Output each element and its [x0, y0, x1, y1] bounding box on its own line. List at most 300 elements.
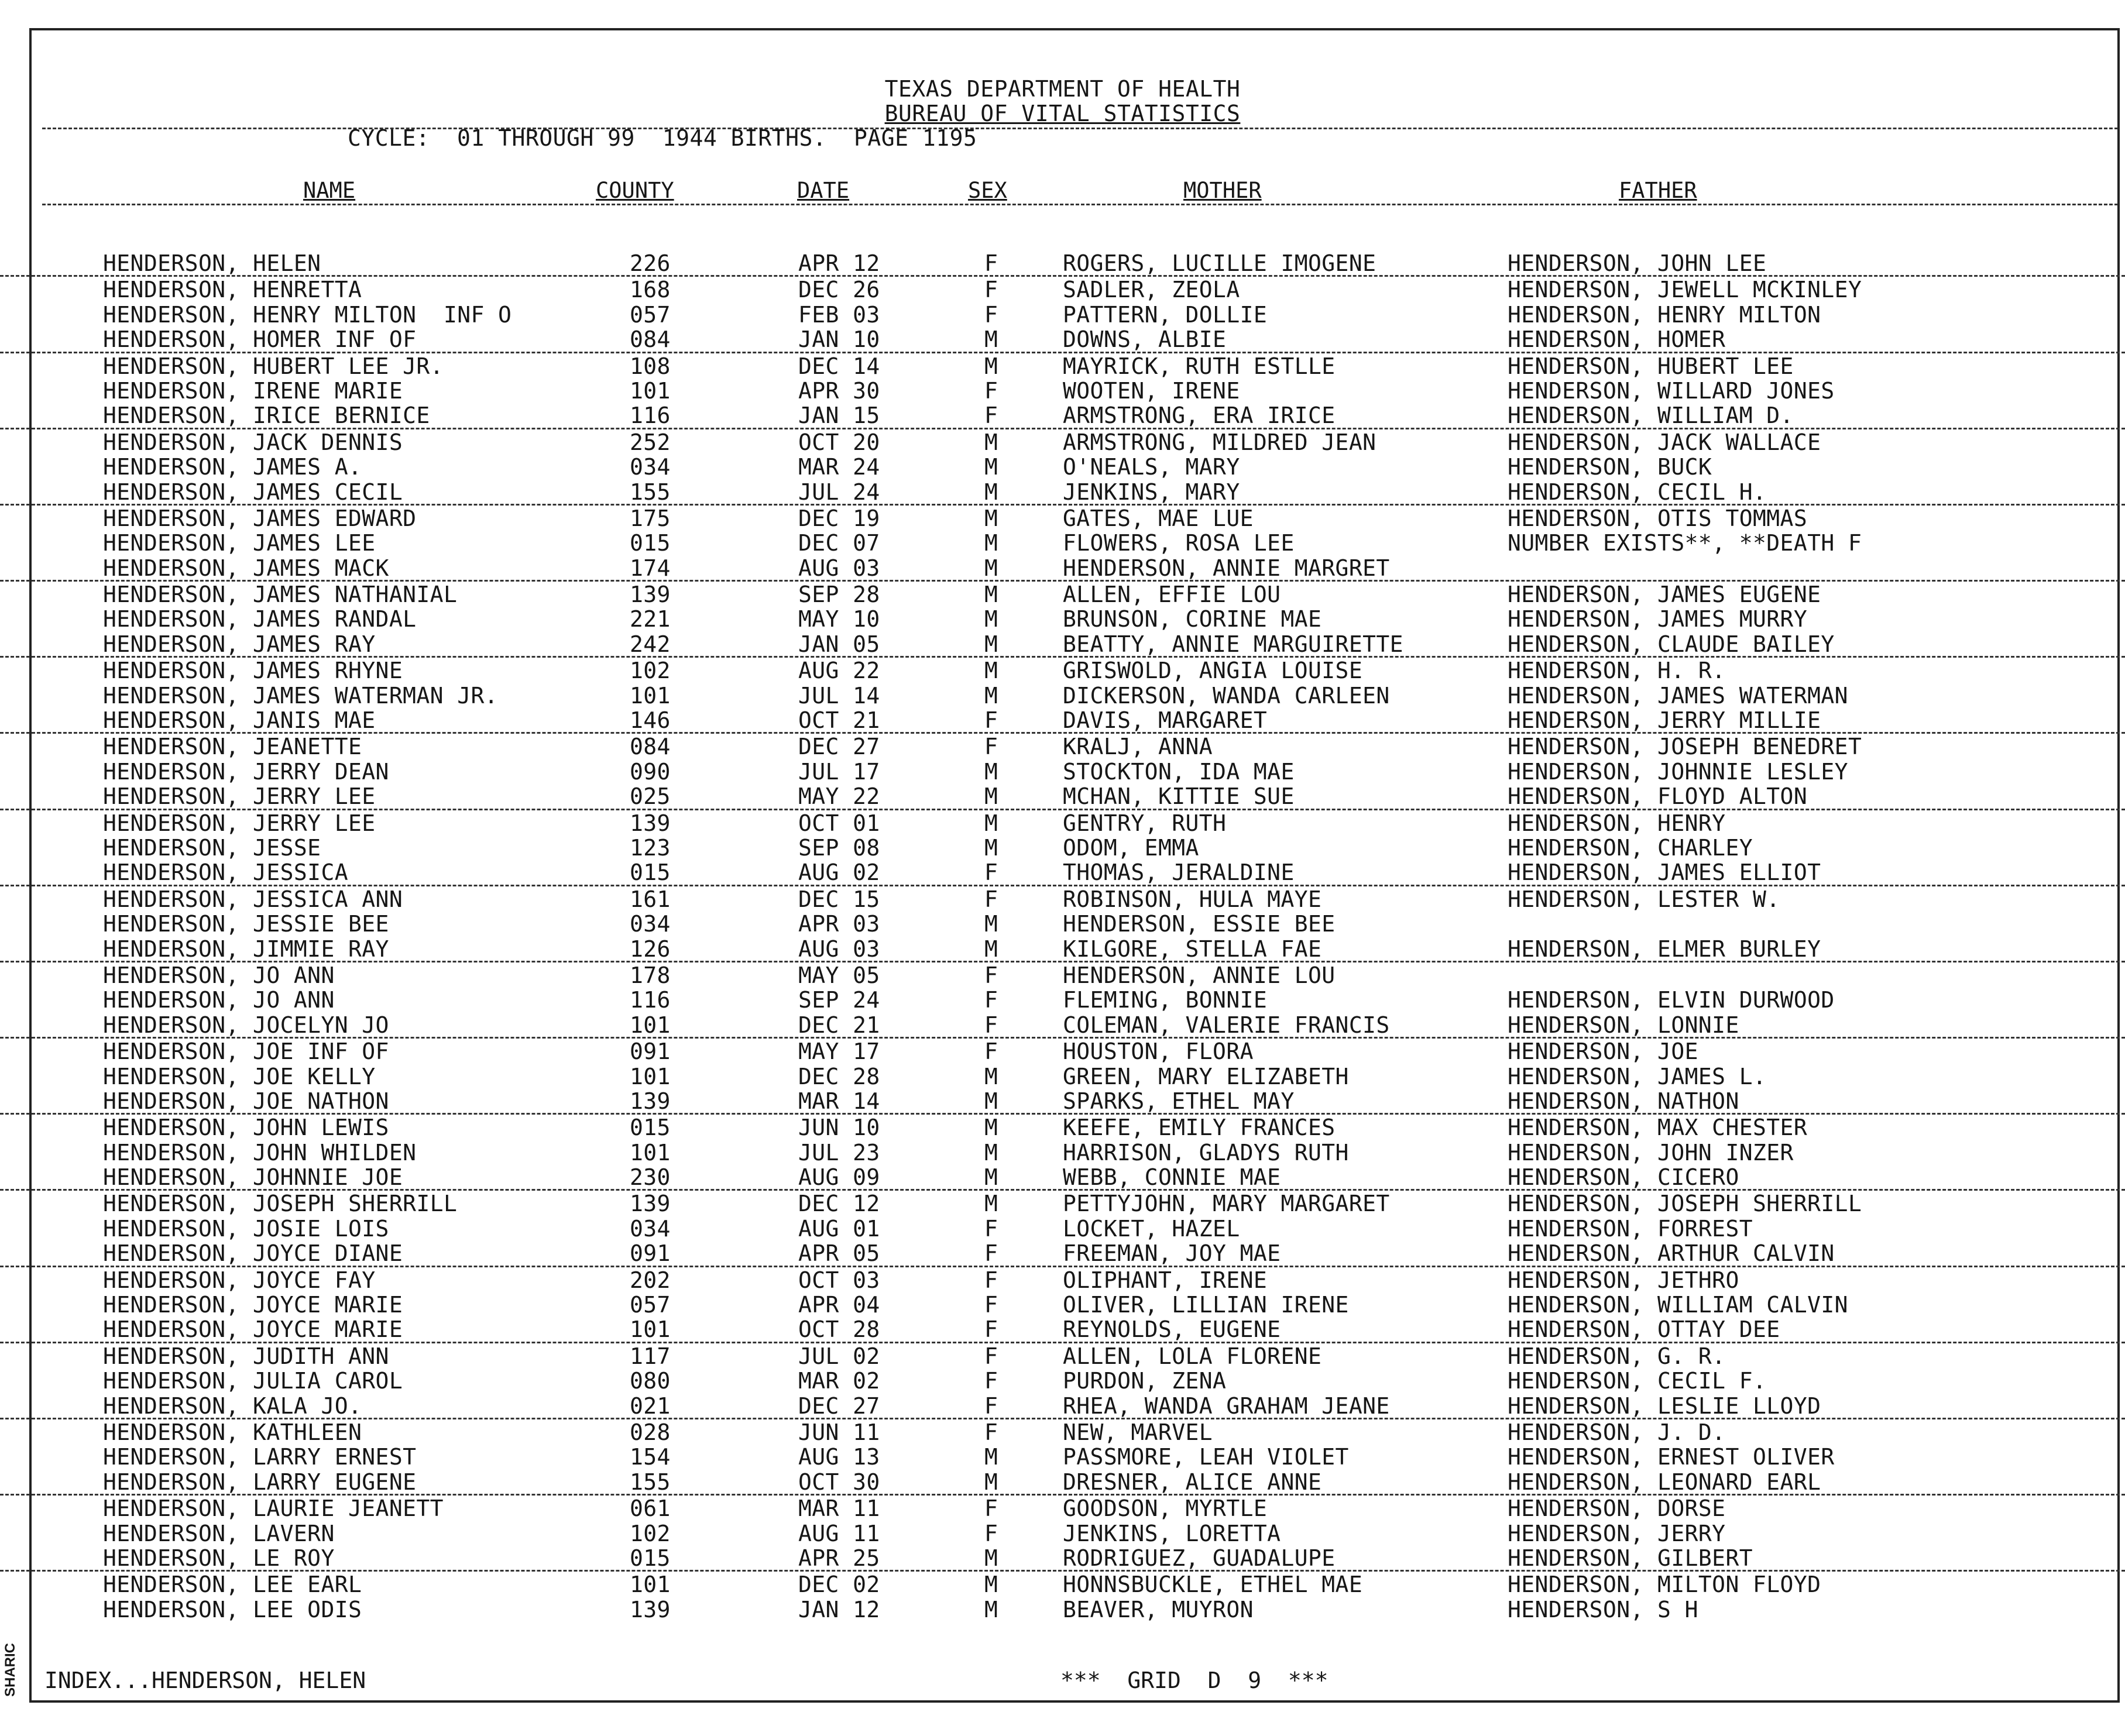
- cell-county: 146: [630, 707, 671, 734]
- cell-name: HENDERSON, JAMES NATHANIAL: [103, 582, 458, 608]
- cell-father: HENDERSON, BUCK: [1508, 454, 1712, 480]
- table-row: [0, 1444, 2125, 1469]
- cell-father: HENDERSON, HOMER: [1508, 326, 1726, 353]
- cell-county: 139: [630, 810, 671, 836]
- cell-father: HENDERSON, FLOYD ALTON: [1508, 783, 1808, 810]
- table-row: [0, 707, 2125, 734]
- cell-sex: M: [984, 429, 998, 455]
- header-bureau: BUREAU OF VITAL STATISTICS: [884, 101, 1241, 126]
- cell-county: 101: [630, 1139, 671, 1166]
- cell-mother: ODOM, EMMA: [1063, 834, 1199, 861]
- cell-mother: HONNSBUCKLE, ETHEL MAE: [1063, 1572, 1363, 1598]
- cell-sex: M: [984, 658, 998, 684]
- table-row: [0, 860, 2125, 886]
- cell-name: HENDERSON, JOE NATHON: [103, 1088, 389, 1114]
- cell-name: HENDERSON, LAURIE JEANETT: [103, 1496, 444, 1522]
- cell-county: 139: [630, 1596, 671, 1622]
- cell-name: HENDERSON, JAMES RHYNE: [103, 658, 403, 684]
- cell-father: HENDERSON, ELVIN DURWOOD: [1508, 987, 1835, 1013]
- cell-mother: GREEN, MARY ELIZABETH: [1063, 1063, 1349, 1089]
- cell-mother: ARMSTRONG, MILDRED JEAN: [1063, 429, 1376, 455]
- table-row: [0, 962, 2125, 987]
- cell-name: HENDERSON, JOSIE LOIS: [103, 1215, 389, 1242]
- cell-county: 221: [630, 606, 671, 632]
- cell-county: 139: [630, 1088, 671, 1114]
- cell-mother: HENDERSON, ANNIE LOU: [1063, 962, 1336, 988]
- cell-sex: M: [984, 936, 998, 962]
- column-header-mother: MOTHER: [1183, 178, 1262, 203]
- cell-father: HENDERSON, WILLIAM D.: [1508, 403, 1794, 429]
- cell-name: HENDERSON, LARRY EUGENE: [103, 1469, 417, 1495]
- cell-mother: O'NEALS, MARY: [1063, 454, 1240, 480]
- cell-county: 034: [630, 1215, 671, 1242]
- cell-name: HENDERSON, JAMES LEE: [103, 530, 376, 556]
- cell-date: AUG 03: [798, 936, 880, 962]
- cell-mother: JENKINS, LORETTA: [1063, 1520, 1281, 1546]
- table-row: [0, 1267, 2125, 1292]
- cell-mother: COLEMAN, VALERIE FRANCIS: [1063, 1012, 1390, 1038]
- cell-mother: ARMSTRONG, ERA IRICE: [1063, 403, 1336, 429]
- cell-county: 021: [630, 1393, 671, 1419]
- cell-county: 015: [630, 1115, 671, 1141]
- cell-name: HENDERSON, LAVERN: [103, 1520, 335, 1546]
- cell-date: JUL 24: [798, 479, 880, 505]
- table-row: [0, 1012, 2125, 1039]
- cell-date: MAY 17: [798, 1039, 880, 1065]
- cell-date: OCT 03: [798, 1267, 880, 1293]
- cell-mother: RHEA, WANDA GRAHAM JEANE: [1063, 1393, 1390, 1419]
- table-row: [0, 987, 2125, 1012]
- cell-county: 090: [630, 758, 671, 785]
- cell-father: HENDERSON, WILLIAM CALVIN: [1508, 1292, 1848, 1318]
- cell-sex: F: [984, 1496, 998, 1522]
- cell-sex: M: [984, 631, 998, 657]
- cell-name: HENDERSON, HENRY MILTON INF O: [103, 301, 512, 328]
- cell-name: HENDERSON, JAMES RAY: [103, 631, 376, 657]
- cell-county: 139: [630, 582, 671, 608]
- table-row: [0, 250, 2125, 277]
- cell-mother: PATTERN, DOLLIE: [1063, 301, 1268, 328]
- cell-sex: M: [984, 1444, 998, 1470]
- cell-date: AUG 01: [798, 1215, 880, 1242]
- cell-county: 091: [630, 1039, 671, 1065]
- cell-mother: PETTYJOHN, MARY MARGARET: [1063, 1191, 1390, 1217]
- cell-sex: M: [984, 1469, 998, 1495]
- cell-sex: M: [984, 682, 998, 709]
- cell-father: HENDERSON, JERRY: [1508, 1520, 1726, 1546]
- cell-county: 252: [630, 429, 671, 455]
- cell-father: HENDERSON, CLAUDE BAILEY: [1508, 631, 1835, 657]
- cell-mother: HENDERSON, ESSIE BEE: [1063, 911, 1336, 937]
- cell-sex: F: [984, 1316, 998, 1343]
- cell-mother: DRESNER, ALICE ANNE: [1063, 1469, 1322, 1495]
- cell-county: 101: [630, 377, 671, 404]
- cell-father: HENDERSON, CHARLEY: [1508, 834, 1753, 861]
- cell-name: HENDERSON, JAMES RANDAL: [103, 606, 417, 632]
- cell-date: MAR 02: [798, 1368, 880, 1394]
- cell-sex: F: [984, 403, 998, 429]
- cell-mother: PASSMORE, LEAH VIOLET: [1063, 1444, 1349, 1470]
- cell-mother: OLIVER, LILLIAN IRENE: [1063, 1292, 1349, 1318]
- table-row: [0, 1419, 2125, 1444]
- cell-sex: F: [984, 886, 998, 912]
- header-divider-bottom: [42, 204, 2118, 205]
- cell-sex: M: [984, 1572, 998, 1598]
- cell-county: 061: [630, 1496, 671, 1522]
- cell-county: 178: [630, 962, 671, 988]
- cell-date: DEC 12: [798, 1191, 880, 1217]
- cell-mother: FREEMAN, JOY MAE: [1063, 1240, 1281, 1267]
- cell-sex: M: [984, 454, 998, 480]
- cell-name: HENDERSON, LARRY ERNEST: [103, 1444, 417, 1470]
- cell-name: HENDERSON, JOYCE MARIE: [103, 1316, 403, 1343]
- cell-sex: M: [984, 1063, 998, 1089]
- table-row: [0, 1343, 2125, 1368]
- cell-name: HENDERSON, HUBERT LEE JR.: [103, 353, 444, 379]
- cell-mother: STOCKTON, IDA MAE: [1063, 758, 1295, 785]
- table-row: [0, 759, 2125, 783]
- cell-date: JAN 10: [798, 326, 880, 353]
- cell-date: APR 03: [798, 911, 880, 937]
- cell-sex: F: [984, 250, 998, 276]
- cell-father: HENDERSON, JOHN INZER: [1508, 1139, 1794, 1166]
- cell-date: DEC 21: [798, 1012, 880, 1038]
- cell-county: 155: [630, 1469, 671, 1495]
- records-table: [0, 250, 2125, 1621]
- cell-mother: NEW, MARVEL: [1063, 1419, 1213, 1445]
- cell-father: HENDERSON, JOHN LEE: [1508, 250, 1767, 276]
- cell-sex: F: [984, 1039, 998, 1065]
- table-row: [0, 658, 2125, 682]
- table-row: [0, 1572, 2125, 1596]
- cell-father: HENDERSON, JAMES WATERMAN: [1508, 682, 1848, 709]
- cell-father: HENDERSON, ELMER BURLEY: [1508, 936, 1821, 962]
- cell-name: HENDERSON, JIMMIE RAY: [103, 936, 389, 962]
- cell-sex: F: [984, 707, 998, 734]
- cell-mother: BRUNSON, CORINE MAE: [1063, 606, 1322, 632]
- cell-name: HENDERSON, JO ANN: [103, 962, 335, 988]
- cell-name: HENDERSON, JESSICA: [103, 860, 349, 886]
- cell-father: HENDERSON, S H: [1508, 1596, 1698, 1622]
- cell-father: HENDERSON, JOHNNIE LESLEY: [1508, 758, 1848, 785]
- cell-date: AUG 13: [798, 1444, 880, 1470]
- cell-date: APR 30: [798, 377, 880, 404]
- cell-name: HENDERSON, JESSIE BEE: [103, 911, 389, 937]
- cell-mother: REYNOLDS, EUGENE: [1063, 1316, 1281, 1343]
- cell-sex: F: [984, 1419, 998, 1445]
- table-row: [0, 1088, 2125, 1115]
- footer-index: INDEX...HENDERSON, HELEN: [44, 1668, 366, 1693]
- table-row: [0, 378, 2125, 403]
- cell-name: HENDERSON, JAMES A.: [103, 454, 362, 480]
- header-cycle: CYCLE: 01 THROUGH 99 1944 BIRTHS. PAGE 1195: [348, 125, 977, 151]
- cell-father: HENDERSON, LEONARD EARL: [1508, 1469, 1821, 1495]
- cell-mother: PURDON, ZENA: [1063, 1368, 1227, 1394]
- cell-sex: M: [984, 758, 998, 785]
- cell-mother: ROGERS, LUCILLE IMOGENE: [1063, 250, 1376, 276]
- cell-mother: OLIPHANT, IRENE: [1063, 1267, 1268, 1293]
- cell-mother: LOCKET, HAZEL: [1063, 1215, 1240, 1242]
- cell-sex: F: [984, 301, 998, 328]
- cell-father: HENDERSON, HENRY: [1508, 810, 1726, 836]
- cell-father: HENDERSON, LESTER W.: [1508, 886, 1780, 912]
- cell-date: AUG 09: [798, 1164, 880, 1191]
- cell-county: 034: [630, 911, 671, 937]
- cell-mother: KILGORE, STELLA FAE: [1063, 936, 1322, 962]
- table-row: [0, 302, 2125, 326]
- cell-sex: F: [984, 1240, 998, 1267]
- table-row: [0, 429, 2125, 454]
- cell-date: JUL 14: [798, 682, 880, 709]
- cell-name: HENDERSON, JO ANN: [103, 987, 335, 1013]
- cell-name: HENDERSON, JERRY DEAN: [103, 758, 389, 785]
- cell-county: 102: [630, 658, 671, 684]
- cell-sex: F: [984, 277, 998, 303]
- cell-sex: F: [984, 1520, 998, 1546]
- column-header-name: NAME: [303, 178, 356, 203]
- table-row: [0, 1115, 2125, 1139]
- cell-county: 155: [630, 479, 671, 505]
- cell-father: HENDERSON, ERNEST OLIVER: [1508, 1444, 1835, 1470]
- cell-county: 161: [630, 886, 671, 912]
- table-row: [0, 734, 2125, 758]
- cell-father: HENDERSON, HUBERT LEE: [1508, 353, 1794, 379]
- cell-father: HENDERSON, FORREST: [1508, 1215, 1753, 1242]
- table-row: [0, 1292, 2125, 1316]
- cell-county: 028: [630, 1419, 671, 1445]
- cell-name: HENDERSON, JOCELYN JO: [103, 1012, 389, 1038]
- cell-date: OCT 30: [798, 1469, 880, 1495]
- cell-father: HENDERSON, OTIS TOMMAS: [1508, 505, 1808, 531]
- cell-mother: JENKINS, MARY: [1063, 479, 1240, 505]
- cell-name: HENDERSON, LEE EARL: [103, 1572, 362, 1598]
- cell-mother: WEBB, CONNIE MAE: [1063, 1164, 1281, 1191]
- cell-sex: M: [984, 353, 998, 379]
- cell-name: HENDERSON, JACK DENNIS: [103, 429, 403, 455]
- cell-county: 101: [630, 1316, 671, 1343]
- cell-date: JUL 23: [798, 1139, 880, 1166]
- cell-sex: M: [984, 505, 998, 531]
- cell-sex: F: [984, 734, 998, 760]
- table-row: [0, 277, 2125, 301]
- cell-date: JAN 05: [798, 631, 880, 657]
- cell-mother: THOMAS, JERALDINE: [1063, 860, 1295, 886]
- cell-date: FEB 03: [798, 301, 880, 328]
- cell-name: HENDERSON, HENRETTA: [103, 277, 362, 303]
- cell-county: 015: [630, 860, 671, 886]
- cell-name: HENDERSON, JOHN WHILDEN: [103, 1139, 417, 1166]
- cell-mother: DOWNS, ALBIE: [1063, 326, 1227, 353]
- cell-date: AUG 03: [798, 555, 880, 581]
- cell-sex: F: [984, 860, 998, 886]
- cell-sex: M: [984, 582, 998, 608]
- cell-mother: HOUSTON, FLORA: [1063, 1039, 1254, 1065]
- table-row: [0, 1545, 2125, 1572]
- cell-name: HENDERSON, LE ROY: [103, 1545, 335, 1571]
- cell-county: 123: [630, 834, 671, 861]
- cell-father: HENDERSON, H. R.: [1508, 658, 1726, 684]
- cell-date: JUN 11: [798, 1419, 880, 1445]
- cell-date: SEP 08: [798, 834, 880, 861]
- cell-mother: KRALJ, ANNA: [1063, 734, 1213, 760]
- cell-sex: M: [984, 1139, 998, 1166]
- cell-father: HENDERSON, JEWELL MCKINLEY: [1508, 277, 1862, 303]
- cell-date: JAN 15: [798, 403, 880, 429]
- cell-sex: M: [984, 834, 998, 861]
- cell-date: MAY 22: [798, 783, 880, 810]
- cell-date: DEC 07: [798, 530, 880, 556]
- table-row: [0, 479, 2125, 506]
- cell-county: 117: [630, 1343, 671, 1369]
- cell-date: SEP 28: [798, 582, 880, 608]
- cell-county: 015: [630, 1545, 671, 1571]
- cell-sex: M: [984, 1596, 998, 1622]
- table-row: [0, 1216, 2125, 1240]
- cell-sex: M: [984, 326, 998, 353]
- cell-date: JUN 10: [798, 1115, 880, 1141]
- table-row: [0, 1368, 2125, 1393]
- cell-mother: BEAVER, MUYRON: [1063, 1596, 1254, 1622]
- cell-county: 025: [630, 783, 671, 810]
- cell-name: HENDERSON, JOSEPH SHERRILL: [103, 1191, 458, 1217]
- cell-sex: F: [984, 377, 998, 404]
- cell-father: HENDERSON, MILTON FLOYD: [1508, 1572, 1821, 1598]
- cell-county: 101: [630, 1063, 671, 1089]
- table-row: [0, 835, 2125, 860]
- cell-mother: RODRIGUEZ, GUADALUPE: [1063, 1545, 1336, 1571]
- cell-father: HENDERSON, ARTHUR CALVIN: [1508, 1240, 1835, 1267]
- cell-father: HENDERSON, NATHON: [1508, 1088, 1739, 1114]
- cell-name: HENDERSON, JOHN LEWIS: [103, 1115, 389, 1141]
- cell-name: HENDERSON, JOE KELLY: [103, 1063, 376, 1089]
- cell-county: 101: [630, 1012, 671, 1038]
- table-row: [0, 783, 2125, 810]
- cell-name: HENDERSON, KALA JO.: [103, 1393, 362, 1419]
- cell-mother: SPARKS, ETHEL MAY: [1063, 1088, 1295, 1114]
- cell-name: HENDERSON, JESSE: [103, 834, 321, 861]
- cell-mother: WOOTEN, IRENE: [1063, 377, 1240, 404]
- column-header-father: FATHER: [1619, 178, 1697, 203]
- side-label: SHARIC: [2, 1642, 18, 1697]
- cell-name: HENDERSON, JUDITH ANN: [103, 1343, 389, 1369]
- cell-date: APR 05: [798, 1240, 880, 1267]
- cell-father: HENDERSON, CECIL F.: [1508, 1368, 1767, 1394]
- cell-father: HENDERSON, JAMES L.: [1508, 1063, 1767, 1089]
- cell-name: HENDERSON, HELEN: [103, 250, 321, 276]
- cell-mother: GOODSON, MYRTLE: [1063, 1496, 1268, 1522]
- cell-mother: ALLEN, LOLA FLORENE: [1063, 1343, 1322, 1369]
- column-header-date: DATE: [797, 178, 850, 203]
- column-header-sex: SEX: [968, 178, 1007, 203]
- cell-name: HENDERSON, JAMES MACK: [103, 555, 389, 581]
- cell-name: HENDERSON, JOHNNIE JOE: [103, 1164, 403, 1191]
- cell-sex: M: [984, 1088, 998, 1114]
- cell-mother: SADLER, ZEOLA: [1063, 277, 1240, 303]
- table-row: [0, 582, 2125, 606]
- table-row: [0, 1597, 2125, 1621]
- cell-sex: F: [984, 1368, 998, 1394]
- cell-sex: M: [984, 479, 998, 505]
- cell-county: 080: [630, 1368, 671, 1394]
- cell-name: HENDERSON, JAMES CECIL: [103, 479, 403, 505]
- cell-sex: F: [984, 1292, 998, 1318]
- table-row: [0, 1164, 2125, 1191]
- cell-father: HENDERSON, LESLIE LLOYD: [1508, 1393, 1821, 1419]
- cell-county: 242: [630, 631, 671, 657]
- table-row: [0, 1039, 2125, 1063]
- cell-date: AUG 11: [798, 1520, 880, 1546]
- cell-father: NUMBER EXISTS**, **DEATH F: [1508, 530, 1862, 556]
- cell-county: 126: [630, 936, 671, 962]
- cell-mother: GATES, MAE LUE: [1063, 505, 1254, 531]
- cell-date: DEC 26: [798, 277, 880, 303]
- cell-date: APR 25: [798, 1545, 880, 1571]
- cell-county: 102: [630, 1520, 671, 1546]
- cell-sex: F: [984, 1267, 998, 1293]
- cell-county: 108: [630, 353, 671, 379]
- cell-sex: M: [984, 530, 998, 556]
- cell-mother: FLOWERS, ROSA LEE: [1063, 530, 1295, 556]
- cell-sex: M: [984, 810, 998, 836]
- table-row: [0, 631, 2125, 658]
- table-row: [0, 1064, 2125, 1088]
- cell-name: HENDERSON, LEE ODIS: [103, 1596, 362, 1622]
- cell-sex: F: [984, 1215, 998, 1242]
- cell-county: 116: [630, 987, 671, 1013]
- cell-date: APR 04: [798, 1292, 880, 1318]
- cell-county: 174: [630, 555, 671, 581]
- cell-name: HENDERSON, JANIS MAE: [103, 707, 376, 734]
- cell-father: HENDERSON, JETHRO: [1508, 1267, 1739, 1293]
- cell-date: OCT 20: [798, 429, 880, 455]
- cell-date: OCT 01: [798, 810, 880, 836]
- cell-father: HENDERSON, LONNIE: [1508, 1012, 1739, 1038]
- cell-mother: FLEMING, BONNIE: [1063, 987, 1268, 1013]
- cell-father: HENDERSON, JOSEPH SHERRILL: [1508, 1191, 1862, 1217]
- cell-name: HENDERSON, JEANETTE: [103, 734, 362, 760]
- cell-name: HENDERSON, JERRY LEE: [103, 810, 376, 836]
- cell-date: MAY 05: [798, 962, 880, 988]
- cell-name: HENDERSON, HOMER INF OF: [103, 326, 417, 353]
- cell-name: HENDERSON, JOYCE FAY: [103, 1267, 376, 1293]
- cell-mother: HENDERSON, ANNIE MARGRET: [1063, 555, 1390, 581]
- table-row: [0, 506, 2125, 530]
- cell-date: JAN 12: [798, 1596, 880, 1622]
- table-row: [0, 1521, 2125, 1545]
- cell-county: 101: [630, 682, 671, 709]
- cell-mother: BEATTY, ANNIE MARGUIRETTE: [1063, 631, 1403, 657]
- table-row: [0, 683, 2125, 707]
- cell-name: HENDERSON, JESSICA ANN: [103, 886, 403, 912]
- cell-date: SEP 24: [798, 987, 880, 1013]
- cell-father: HENDERSON, J. D.: [1508, 1419, 1726, 1445]
- cell-sex: M: [984, 555, 998, 581]
- cell-county: 226: [630, 250, 671, 276]
- cell-county: 154: [630, 1444, 671, 1470]
- cell-sex: M: [984, 1545, 998, 1571]
- table-row: [0, 1240, 2125, 1267]
- cell-father: HENDERSON, CICERO: [1508, 1164, 1739, 1191]
- table-row: [0, 530, 2125, 555]
- table-row: [0, 1496, 2125, 1520]
- cell-county: 168: [630, 277, 671, 303]
- cell-mother: GENTRY, RUTH: [1063, 810, 1227, 836]
- cell-father: HENDERSON, OTTAY DEE: [1508, 1316, 1780, 1343]
- cell-name: HENDERSON, JERRY LEE: [103, 783, 376, 810]
- cell-sex: M: [984, 783, 998, 810]
- cell-father: HENDERSON, DORSE: [1508, 1496, 1726, 1522]
- cell-date: DEC 15: [798, 886, 880, 912]
